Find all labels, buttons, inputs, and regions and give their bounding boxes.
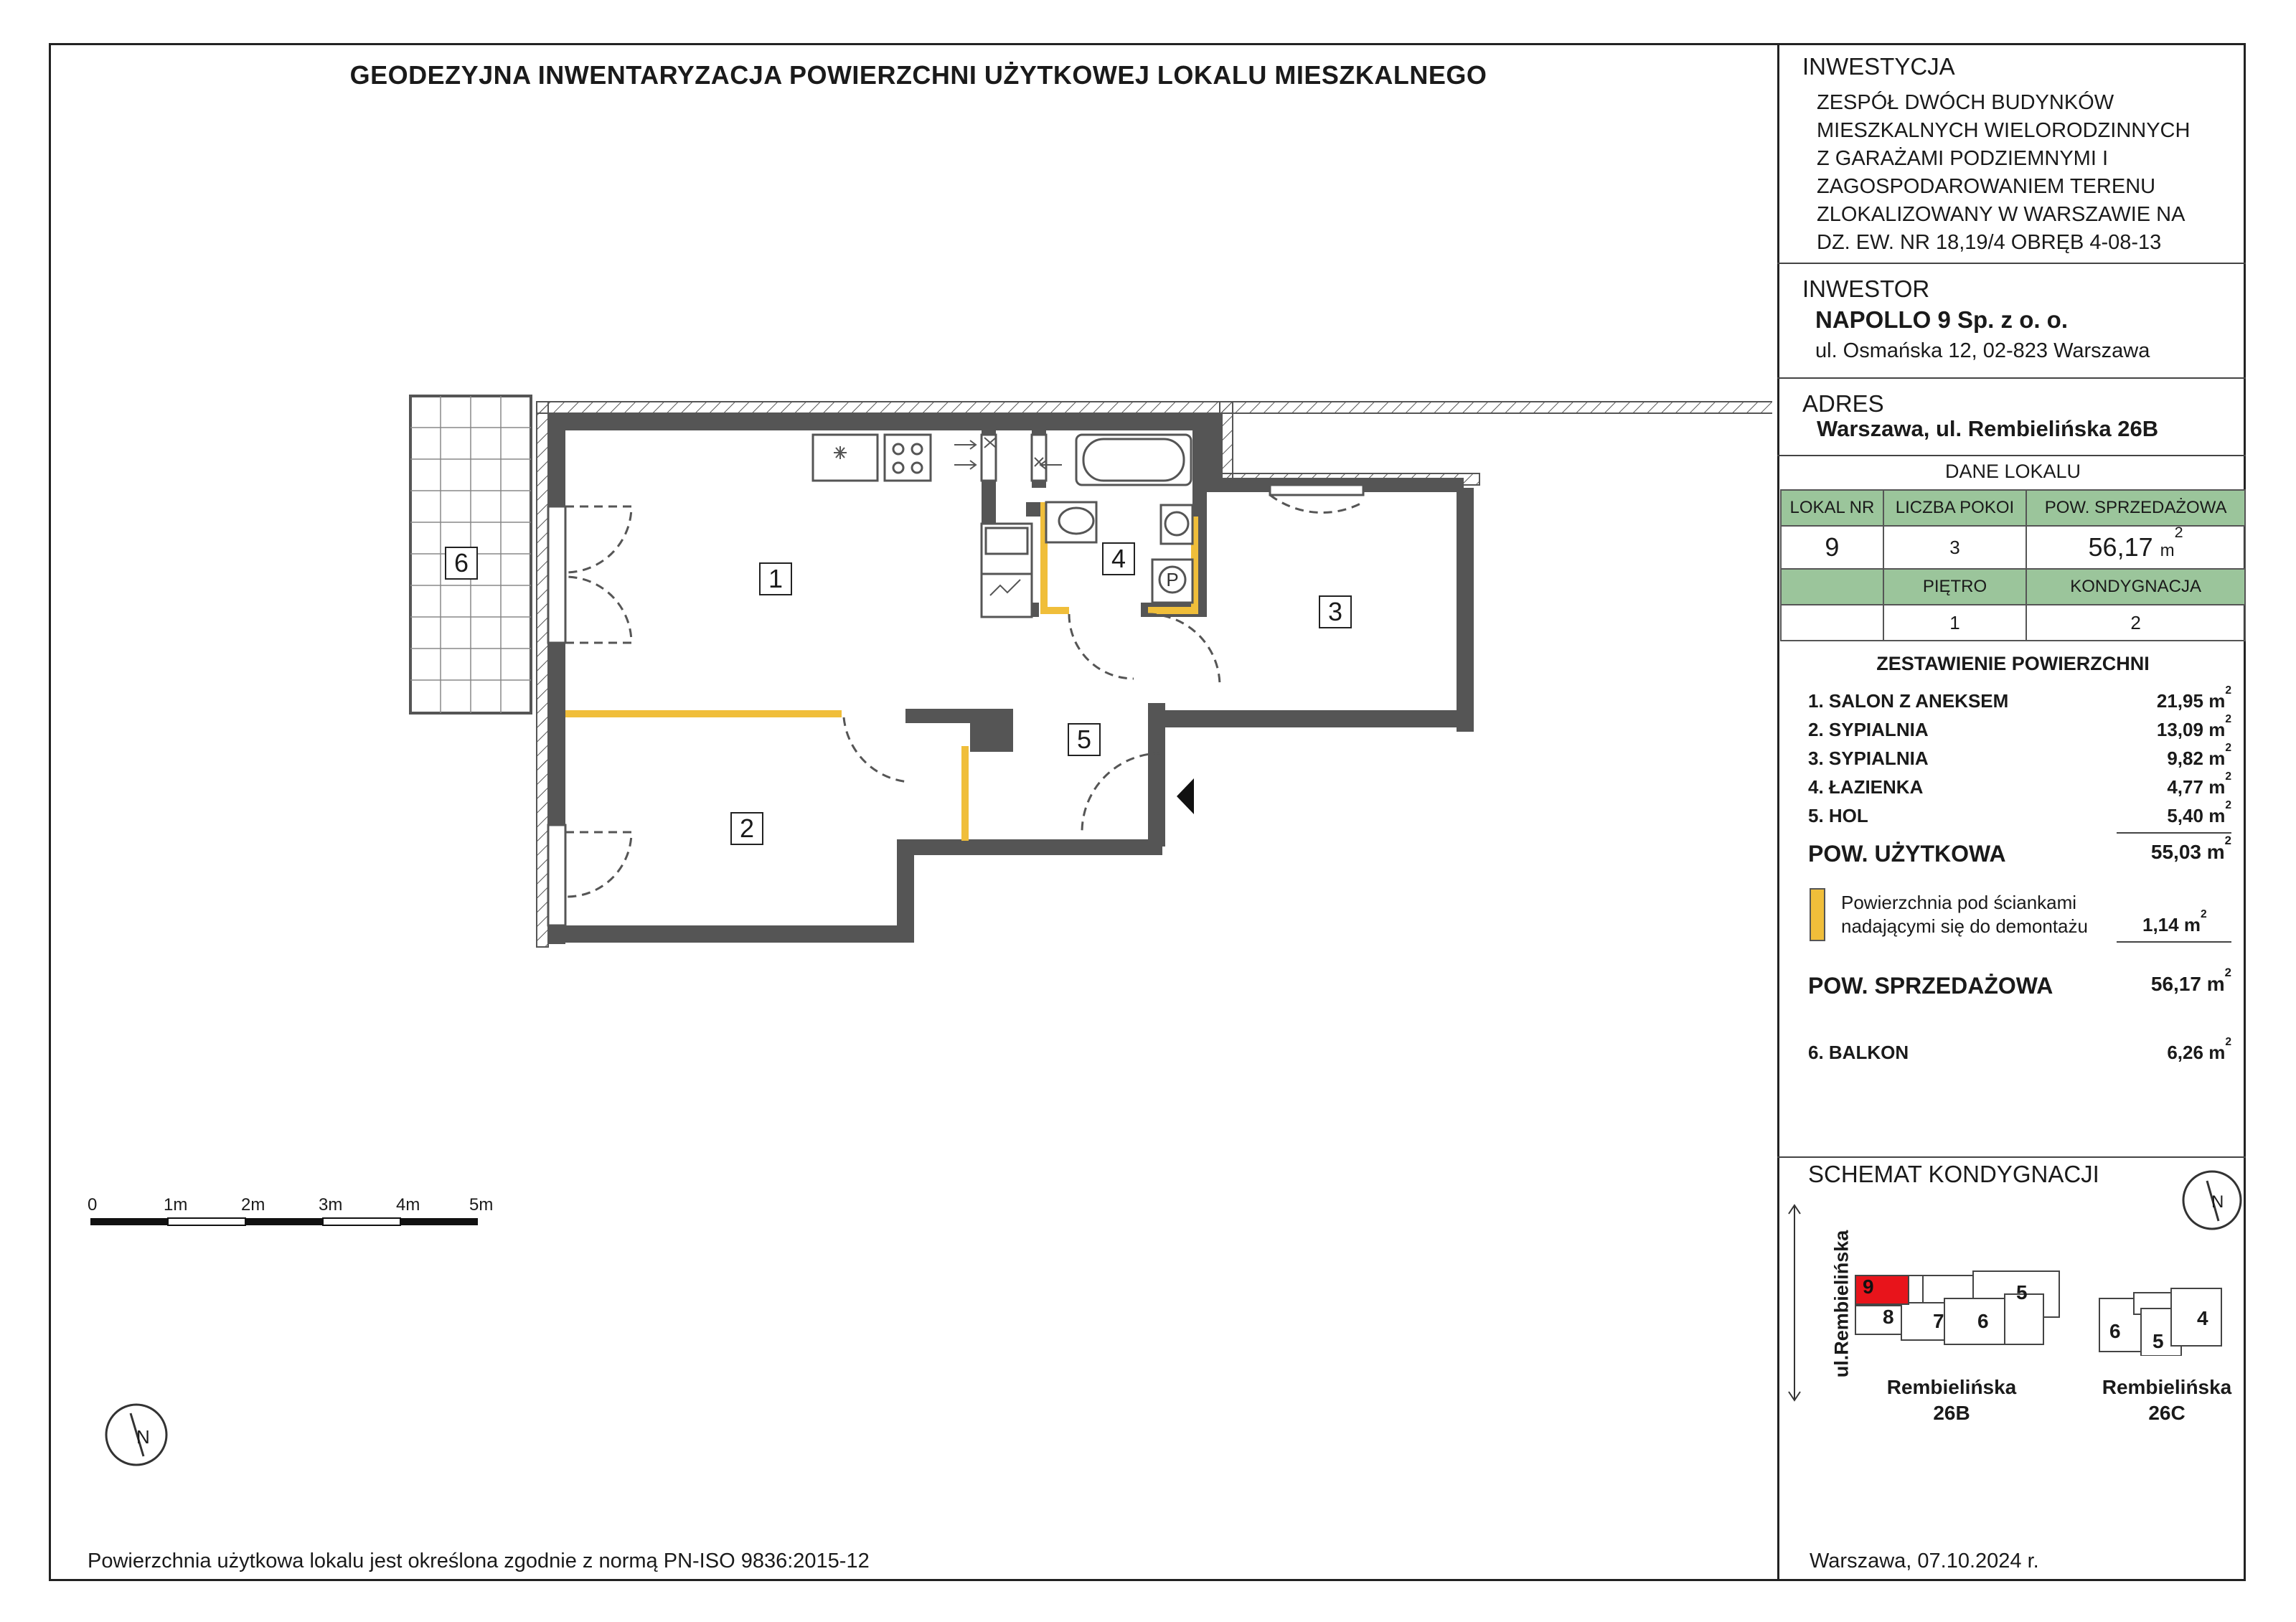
page-title: GEODEZYJNA INWENTARYZACJA POWIERZCHNI UŻYTKOWEJ LOKALU MIESZKALNEGO [349, 60, 1487, 90]
investor-address: ul. Osmańska 12, 02-823 Warszawa [1815, 339, 2150, 362]
unit-number: 9 [1781, 526, 1883, 569]
scale-label-5: 5m [469, 1195, 494, 1215]
scale-label-4: 4m [396, 1195, 420, 1215]
investment-description: ZESPÓŁ DWÓCH BUDYNKÓW MIESZKALNYCH WIELORODZINNYCH Z GARAŻAMI PODZIEMNYMI I ZAGOSPODAROWANIEM TERENU ZLOKALIZOWANY W WARSZAWIE NA DZ. EW. NR 18,19/4 OBRĘB 4-08-13 [1817, 91, 2191, 254]
address-heading: ADRES [1802, 390, 1884, 417]
room-label-6: 6 [445, 547, 478, 580]
north-label: N [136, 1426, 150, 1448]
surface-row: 1. SALON Z ANEKSEM 21,95 $m^2$ [1808, 684, 2231, 712]
north-label: N [2211, 1192, 2224, 1212]
unit-6-marker: 6 [1977, 1310, 1989, 1332]
unit-7-marker: 7 [1933, 1310, 1944, 1332]
building-26b-label: Rembielińska 26B [1886, 1376, 2017, 1424]
divider [1777, 455, 2246, 456]
level-value: 2 [2026, 605, 2245, 641]
sum-line [2117, 832, 2231, 834]
svg-text:P: P [1166, 569, 1179, 590]
windows [548, 485, 1363, 925]
col-lokal: LOKAL NR [1781, 490, 1883, 526]
usable-area-row: POW. UŻYTKOWA 55,03 $m^2$ [1808, 833, 2231, 867]
unit-9-marker: 9 [1863, 1276, 1874, 1298]
unit-4c-marker: 4 [2197, 1307, 2208, 1329]
unit-data-table [1780, 489, 2246, 641]
investment-heading: INWESTYCJA [1802, 53, 1955, 80]
fixtures [813, 435, 1192, 617]
sale-area-row: POW. SPRZEDAŻOWA 56,17 $m^2$ [1808, 965, 2231, 999]
balcony-row: 6. BALKON 6,26 $m^2$ [1808, 1035, 2231, 1063]
room-label-2: 2 [730, 812, 763, 845]
divider [1777, 1156, 2246, 1158]
room-label-4: 4 [1102, 542, 1135, 575]
surface-row: 2. SYPIALNIA 13,09 $m^2$ [1808, 712, 2231, 740]
empty-cell [1781, 605, 1883, 641]
divider [1777, 263, 2246, 264]
room-label-3: 3 [1319, 595, 1352, 628]
surface-row: 5. HOL 5,40 $m^2$ [1808, 798, 2231, 826]
col-level: KONDYGNACJA [2026, 569, 2245, 605]
unit-5c-marker: 5 [2152, 1330, 2164, 1352]
address-value: Warszawa, ul. Rembielińska 26B [1817, 416, 2159, 441]
floor-value: 1 [1883, 605, 2026, 641]
schema-heading: SCHEMAT KONDYGNACJI [1808, 1161, 2099, 1187]
room-label-1: 1 [759, 562, 792, 595]
removable-wall-legend: Powierzchnia pod ściankami nadającymi się do demontażu [1841, 892, 2088, 937]
scale-label-0: 0 [88, 1195, 98, 1215]
col-rooms: LICZBA POKOI [1883, 490, 2026, 526]
building-schematic [1851, 1263, 2253, 1356]
col-floor: PIĘTRO [1883, 569, 2026, 605]
investor-heading: INWESTOR [1802, 275, 1930, 302]
investor-name: NAPOLLO 9 Sp. z o. o. [1815, 306, 2069, 333]
col-area: POW. SPRZEDAŻOWA [2026, 490, 2245, 526]
unit-5-marker: 5 [2016, 1281, 2028, 1303]
surfaces-heading: ZESTAWIENIE POWIERZCHNI [1876, 653, 2150, 674]
footer-date: Warszawa, 07.10.2024 r. [1810, 1550, 2039, 1573]
divider [1777, 377, 2246, 379]
removable-wall-legend-swatch [1810, 888, 1825, 941]
room-label-5: 5 [1068, 723, 1101, 756]
room-count: 3 [1883, 526, 2026, 569]
building-26c-label: Rembielińska 26C [2102, 1376, 2232, 1424]
street-label: ul.Rembielińska [1830, 1230, 1853, 1378]
street-arrow-icon [1784, 1202, 1805, 1403]
scale-label-2: 2m [241, 1195, 265, 1215]
scale-label-1: 1m [164, 1195, 188, 1215]
scale-label-3: 3m [319, 1195, 343, 1215]
entrance-arrow [1177, 778, 1194, 814]
sum-line [2117, 941, 2231, 943]
surface-row: 3. SYPIALNIA 9,82 $m^2$ [1808, 741, 2231, 769]
sale-area-cell: 56,17 $m^2$ [2026, 526, 2245, 569]
unit-8-marker: 8 [1883, 1306, 1894, 1328]
footer-norm-note: Powierzchnia użytkowa lokalu jest określona zgodnie z normą PN-ISO 9836:2015-12 [88, 1550, 870, 1573]
surface-row: 4. ŁAZIENKA 4,77 $m^2$ [1808, 770, 2231, 798]
empty-cell [1781, 569, 1883, 605]
unit-data-heading: DANE LOKALU [1944, 461, 2081, 482]
removable-wall-area: 1,14 $m^2$ [2142, 907, 2207, 935]
unit-6c-marker: 6 [2109, 1320, 2121, 1342]
